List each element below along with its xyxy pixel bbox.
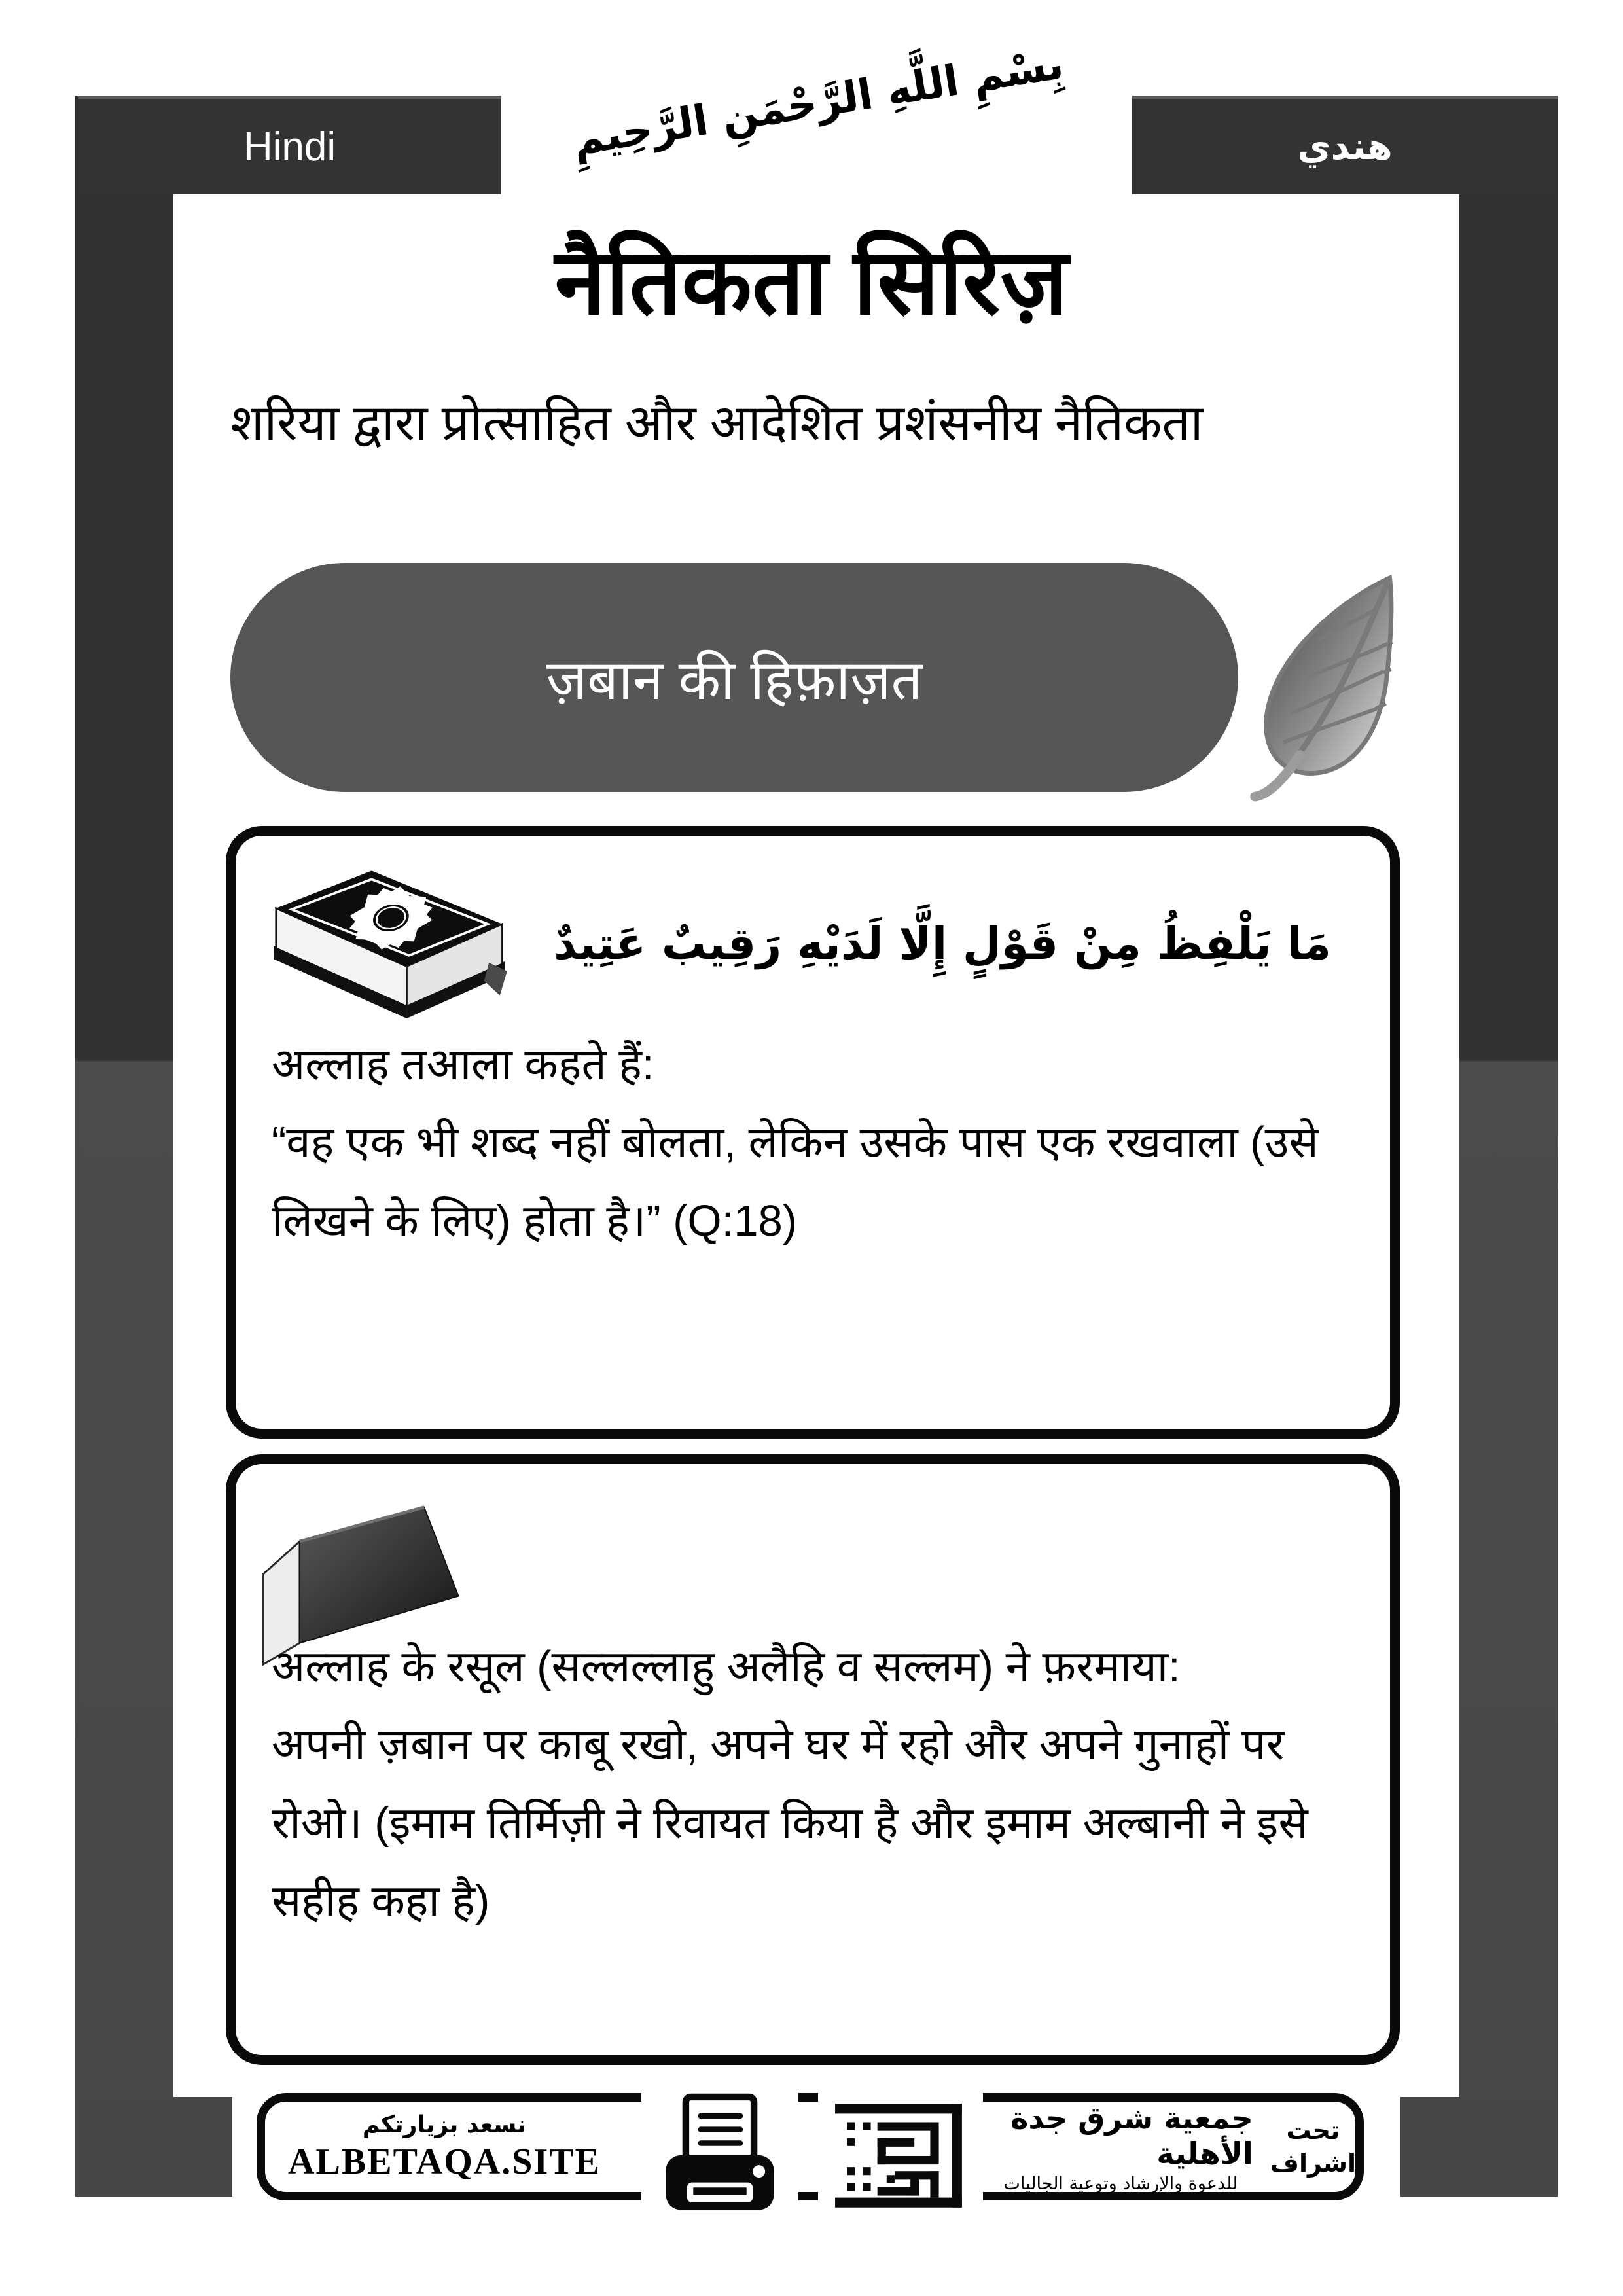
language-tab-arabic <box>1132 96 1558 194</box>
website-link[interactable]: ALBETAQA.SITE <box>288 2141 601 2182</box>
footer-site-block <box>274 2102 615 2192</box>
leaf-icon <box>1243 569 1404 808</box>
quran-verse-card <box>226 826 1400 1439</box>
bismillah-calligraphy: بِسْمِ اللَّهِ الرَّحْمَنِ الرَّحِيمِ <box>569 40 1067 166</box>
hadith-intro: अल्लाह के रसूल (सल्लल्लाहु अलैहि व सल्लम) ने फ़रमाया: <box>272 1642 1181 1691</box>
hadith-card <box>226 1454 1400 2065</box>
square-kufic-logo-wrap <box>818 2092 983 2218</box>
hadith-text: अपनी ज़बान पर काबू रखो, अपने घर में रहो और अपने गुनाहों पर रोओ। (इमाम तिर्मिज़ी ने रिवायत किया है और इमाम अल्बानी ने इसे सहीह कहा है) <box>272 1720 1308 1926</box>
topic-pill <box>230 563 1238 792</box>
organization-calligraphy <box>988 2100 1253 2194</box>
organization-role: للدعوة والإرشاد وتوعية الجاليات <box>1003 2173 1238 2194</box>
language-tab-arabic-label: هندي <box>1297 126 1393 168</box>
quran-translation: “वह एक भी शब्द नहीं बोलता, लेकिन उसके पास एक रखवाला (उसे लिखने के लिए) होता है।” (Q:18) <box>272 1118 1319 1246</box>
quran-card-text <box>272 1026 1371 1260</box>
quran-verse-arabic: مَا يَلْفِظُ مِنْ قَوْلٍ إِلَّا لَدَيْهِ رَقِيبٌ عَتِيدٌ <box>553 918 1332 970</box>
supervision-label: اشراف <box>1270 2149 1356 2178</box>
left-frame-foot <box>75 2097 232 2197</box>
page-subtitle: शरिया द्वारा प्रोत्साहित और आदेशित प्रशंसनीय नैतिकता <box>230 395 1204 451</box>
left-frame-bar <box>75 96 173 2197</box>
page-title: नैतिकता सिरिज़ <box>554 230 1069 333</box>
topic-pill-label: ज़बान की हिफ़ाज़त <box>546 649 923 711</box>
footer-supervision-block <box>988 2102 1356 2192</box>
organization-name: جمعية شرق جدة الأهلية <box>1010 2100 1253 2171</box>
supervision-labels <box>1270 2116 1356 2178</box>
printer-icon-wrap <box>641 2085 798 2226</box>
under-label: تحت <box>1286 2116 1340 2145</box>
hadith-card-text <box>272 1628 1371 1940</box>
square-kufic-logo <box>831 2101 970 2210</box>
printer-icon <box>661 2093 779 2217</box>
visit-invitation-text: نسعد بزيارتكم <box>362 2111 527 2138</box>
right-frame-foot <box>1400 2097 1558 2197</box>
footer-bar <box>257 2093 1364 2200</box>
quran-book-icon <box>255 850 517 1050</box>
language-tab-hindi-label: Hindi <box>243 124 336 170</box>
language-tab-hindi <box>78 96 501 194</box>
quran-intro: अल्लाह तआला कहते हैं: <box>272 1040 654 1089</box>
right-frame-bar <box>1459 96 1558 2197</box>
